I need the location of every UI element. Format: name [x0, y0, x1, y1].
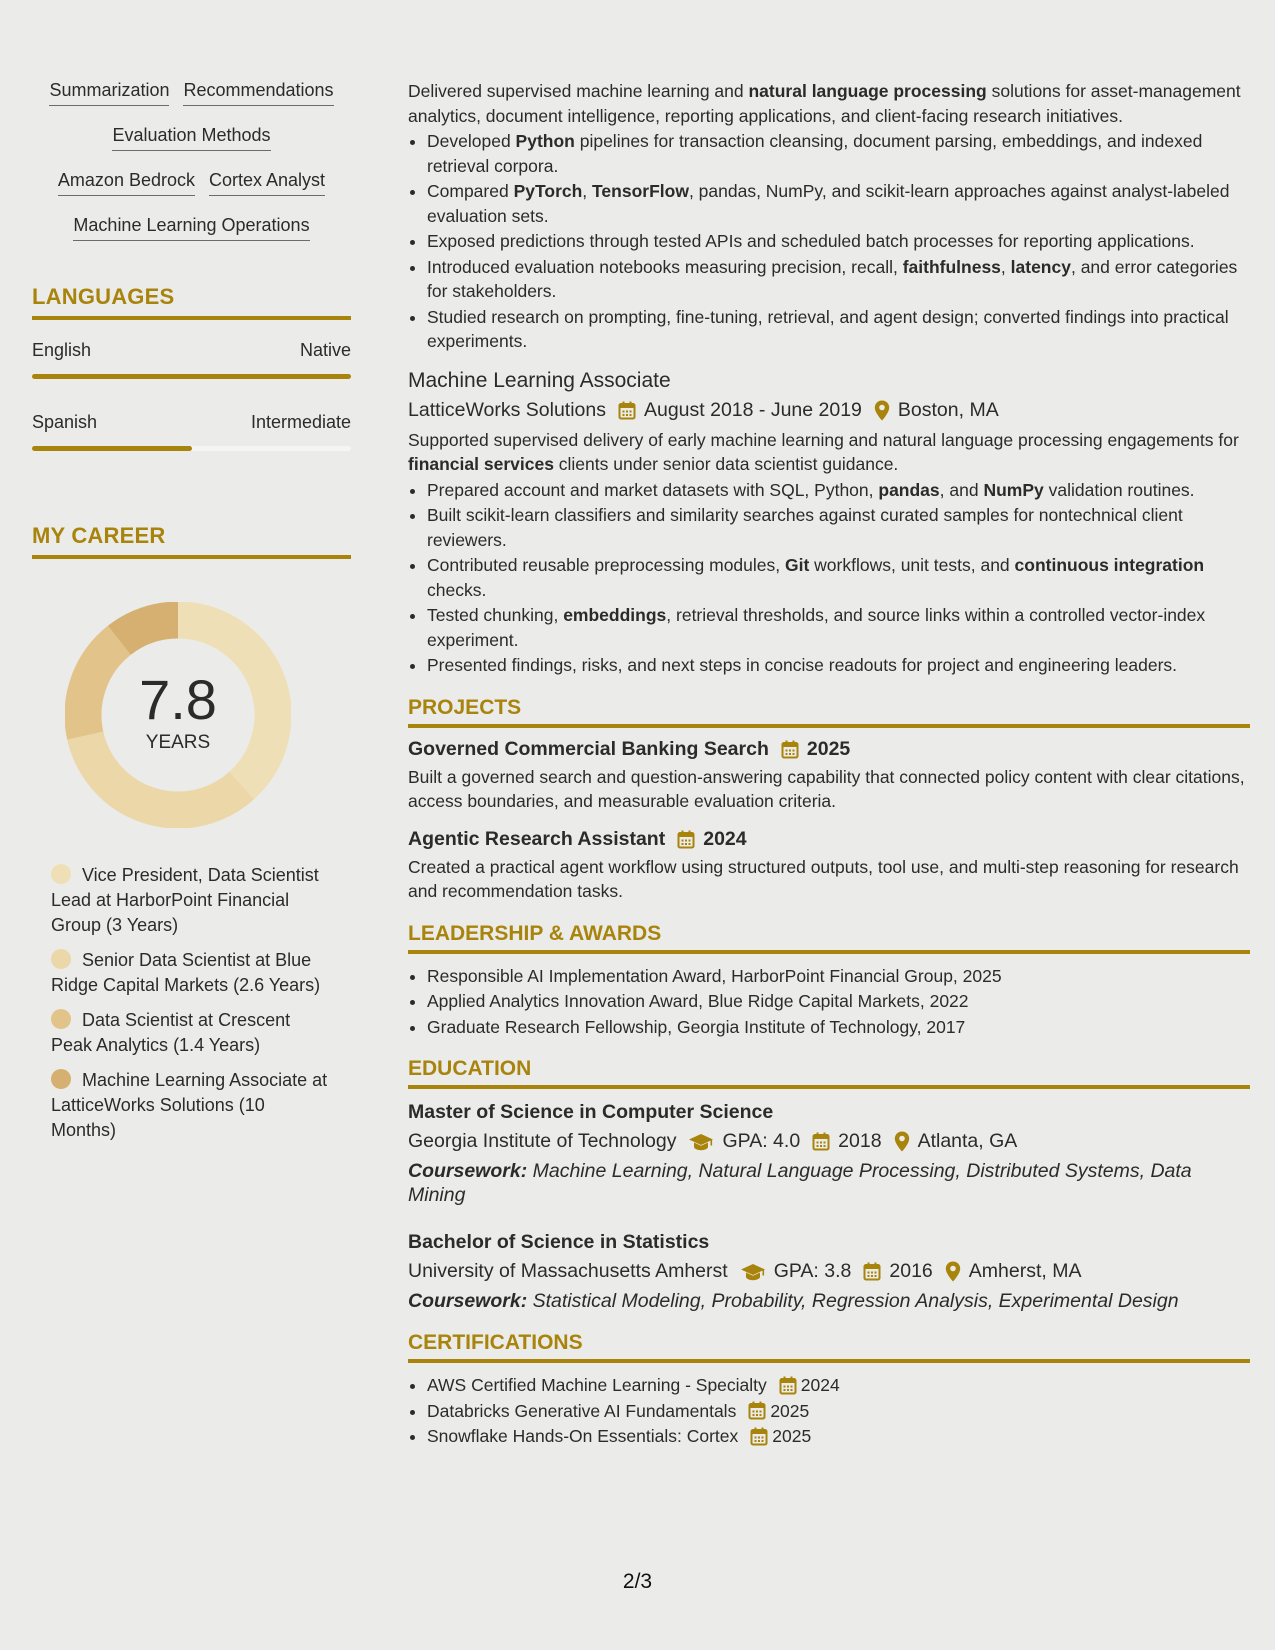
- text-run: Contributed reusable preprocessing modules,: [427, 555, 785, 575]
- calendar-icon: [781, 740, 799, 759]
- certification-year: 2025: [770, 1400, 810, 1421]
- bullet-item: [427, 478, 1250, 503]
- bold-text: continuous integration: [1014, 555, 1205, 575]
- text-run: , pandas, NumPy, and scikit-learn approaches against analyst-labeled evaluation sets.: [427, 181, 1230, 226]
- bullet-item: [427, 653, 1250, 678]
- skill-tag-row: [32, 215, 351, 246]
- career-total-years: 7.8: [139, 668, 217, 731]
- career-legend-label: Machine Learning Associate at LatticeWorks Solutions (10 Months): [51, 1070, 328, 1140]
- graduation-cap-icon: [688, 1133, 714, 1151]
- job-summary: [408, 428, 1250, 477]
- education-year: 2016: [889, 1260, 933, 1282]
- awards-list: [408, 964, 1250, 1040]
- certifications-heading: CERTIFICATIONS: [408, 1331, 1250, 1363]
- language-item: [32, 340, 351, 379]
- coursework-text: Statistical Modeling, Probability, Regression Analysis, Experimental Design: [532, 1290, 1179, 1312]
- career-total-unit: YEARS: [145, 732, 211, 753]
- language-level-bar: [32, 446, 351, 451]
- project-name: Governed Commercial Banking Search: [408, 737, 769, 760]
- career-donut-center: [65, 602, 291, 754]
- certification-row: [427, 1399, 1250, 1424]
- career-legend-item: [51, 1068, 331, 1143]
- text-run: ,: [582, 181, 593, 201]
- education-meta: [408, 1260, 1250, 1283]
- text-run: Exposed predictions through tested APIs and scheduled batch processes for reporting applications.: [427, 231, 1195, 251]
- job-bullets: [408, 478, 1250, 678]
- text-run: Studied research on prompting, fine-tuning, retrieval, and agent design; converted findings into practical experiments.: [427, 306, 1229, 351]
- coursework-text: Machine Learning, Natural Language Processing, Distributed Systems, Data Mining: [408, 1160, 1192, 1206]
- legend-color-dot: [51, 949, 71, 969]
- bold-text: embeddings: [563, 605, 667, 625]
- certification-name: • Databricks Generative AI Fundamentals: [427, 1400, 737, 1421]
- text-run: solutions for asset-management analytics, document intelligence, reporting applications, and client-facing research initiatives.: [408, 81, 1241, 126]
- bold-text: Python: [515, 131, 575, 151]
- skill-tags: [32, 80, 351, 246]
- skill-tag: Cortex Analyst: [209, 170, 325, 196]
- main-content: [408, 79, 1250, 1450]
- education-coursework: [408, 1289, 1250, 1313]
- text-run: validation routines.: [1043, 479, 1195, 500]
- bold-text: PyTorch: [513, 181, 583, 201]
- skill-tag: Amazon Bedrock: [58, 170, 195, 196]
- bullet-item: [427, 503, 1250, 552]
- graduation-cap-icon: [740, 1263, 766, 1281]
- text-run: Tested chunking,: [427, 605, 564, 625]
- map-pin-icon: [945, 1261, 961, 1282]
- language-level-fill: [32, 374, 351, 379]
- education-meta: [408, 1130, 1250, 1153]
- career-donut-chart: [65, 602, 291, 828]
- bold-text: TensorFlow: [592, 181, 689, 201]
- skill-tag-row: [32, 80, 351, 111]
- page-number: 2/3: [622, 1570, 653, 1593]
- project-title: [408, 738, 1250, 761]
- bullet-item: [427, 305, 1250, 354]
- text-run: Supported supervised delivery of early machine learning and natural language processing engagements for: [408, 429, 1239, 450]
- language-name: English: [32, 340, 92, 360]
- text-run: Built scikit-learn classifiers and similarity searches against curated samples for nontechnical client reviewers.: [427, 505, 1183, 550]
- education-school: Georgia Institute of Technology: [408, 1130, 677, 1152]
- career-legend-label: Senior Data Scientist at Blue Ridge Capital Markets (2.6 Years): [51, 950, 321, 995]
- education-gpa: GPA: 3.8: [773, 1260, 852, 1282]
- role-summary: [408, 79, 1250, 128]
- coursework-label: Coursework:: [408, 1290, 528, 1312]
- bullet-item: [427, 129, 1250, 178]
- project-year: 2025: [806, 737, 851, 760]
- education-location: Atlanta, GA: [917, 1130, 1018, 1152]
- education-school: University of Massachusetts Amherst: [408, 1260, 728, 1282]
- education-year: 2018: [838, 1130, 882, 1152]
- projects-heading: PROJECTS: [408, 696, 1250, 728]
- text-run: pipelines for transaction cleansing, document parsing, embeddings, and indexed retrieval corpora.: [427, 131, 1203, 176]
- education-degree: Bachelor of Science in Statistics: [408, 1231, 710, 1253]
- text-run: Presented findings, risks, and next steps in concise readouts for project and engineering leaders.: [427, 655, 1178, 675]
- education-coursework: [408, 1159, 1250, 1207]
- calendar-icon: [618, 401, 636, 420]
- bullet-item: [427, 229, 1250, 254]
- bold-text: latency: [1010, 256, 1071, 277]
- certification-item: [427, 1373, 1250, 1398]
- languages-list: [32, 340, 351, 451]
- text-run: clients under senior data scientist guidance.: [553, 454, 899, 474]
- text-run: Compared: [427, 181, 514, 201]
- certification-name: • AWS Certified Machine Learning - Specialty: [427, 1375, 767, 1395]
- language-row: [32, 340, 351, 361]
- text-run: , retrieval thresholds, and source links within a controlled vector-index experiment.: [427, 605, 1206, 650]
- career-legend-label: Data Scientist at Crescent Peak Analytics (1.4 Years): [51, 1010, 291, 1055]
- job-dates: August 2018 - June 2019: [643, 398, 862, 421]
- language-level: Intermediate: [250, 412, 351, 432]
- career-legend-item: [51, 948, 331, 998]
- skill-tag-row: [32, 125, 351, 156]
- certification-name: • Snowflake Hands-On Essentials: Cortex: [427, 1426, 739, 1446]
- award-item: • Applied Analytics Innovation Award, Blue Ridge Capital Markets, 2022: [427, 989, 1250, 1014]
- award-item: • Responsible AI Implementation Award, HarborPoint Financial Group, 2025: [427, 964, 1250, 989]
- bullet-item: [427, 553, 1250, 602]
- education-list: [408, 1101, 1250, 1313]
- bold-text: NumPy: [983, 479, 1044, 500]
- skill-tag-row: [32, 170, 351, 201]
- text-run: , and: [939, 479, 984, 500]
- map-pin-icon: [874, 400, 890, 421]
- sidebar: [32, 80, 351, 1153]
- career-legend-item: [51, 1008, 331, 1058]
- award-item: • Graduate Research Fellowship, Georgia Institute of Technology, 2017: [427, 1015, 1250, 1040]
- certification-year: 2024: [800, 1375, 840, 1395]
- certification-year: 2025: [772, 1426, 812, 1446]
- project-name: Agentic Research Assistant: [408, 827, 666, 850]
- legend-color-dot: [51, 864, 71, 884]
- certifications-list: [408, 1373, 1250, 1449]
- education-heading: EDUCATION: [408, 1057, 1250, 1089]
- calendar-icon: [863, 1262, 881, 1281]
- language-level-fill: [32, 446, 192, 451]
- text-run: Introduced evaluation notebooks measuring precision, recall,: [427, 256, 903, 277]
- education-degree: Master of Science in Computer Science: [408, 1101, 774, 1123]
- calendar-icon: [748, 1401, 766, 1420]
- text-run: Prepared account and market datasets with SQL, Python,: [427, 479, 879, 500]
- job-meta: [408, 399, 1250, 422]
- calendar-icon: [750, 1427, 768, 1446]
- bullet-item: [427, 603, 1250, 652]
- bold-text: Git: [784, 555, 810, 575]
- certification-row: [427, 1424, 1250, 1449]
- project-title: [408, 828, 1250, 851]
- projects-list: [408, 738, 1250, 904]
- text-run: Delivered supervised machine learning and: [408, 81, 749, 101]
- language-row: [32, 412, 351, 433]
- skill-tag: Machine Learning Operations: [73, 215, 309, 241]
- awards-heading: LEADERSHIP & AWARDS: [408, 922, 1250, 954]
- language-item: [32, 412, 351, 451]
- role-bullets: [408, 129, 1250, 354]
- calendar-icon: [779, 1376, 797, 1395]
- job-title: Machine Learning Associate: [408, 368, 671, 392]
- skill-tag: Evaluation Methods: [112, 125, 270, 151]
- skill-tag: Summarization: [49, 80, 169, 106]
- certification-item: [427, 1424, 1250, 1449]
- language-level-bar: [32, 374, 351, 379]
- project-description: Created a practical agent workflow using structured outputs, tool use, and multi-step reasoning for research and recommendation tasks.: [408, 856, 1239, 901]
- certification-item: [427, 1399, 1250, 1424]
- legend-color-dot: [51, 1009, 71, 1029]
- career-legend-item: [51, 863, 331, 938]
- job-company: LatticeWorks Solutions: [408, 398, 606, 421]
- coursework-label: Coursework:: [408, 1160, 528, 1182]
- map-pin-icon: [894, 1131, 910, 1152]
- text-run: , and error categories for stakeholders.: [427, 256, 1238, 301]
- bold-text: faithfulness: [902, 256, 1001, 277]
- bold-text: pandas: [878, 479, 940, 500]
- skill-tag: Recommendations: [183, 80, 333, 106]
- project-year: 2024: [703, 827, 747, 850]
- legend-color-dot: [51, 1069, 71, 1089]
- calendar-icon: [677, 830, 695, 849]
- career-heading: MY CAREER: [32, 523, 351, 559]
- text-run: workflows, unit tests, and: [809, 555, 1015, 575]
- bold-text: natural language processing: [748, 81, 987, 101]
- bold-text: financial services: [408, 454, 554, 474]
- bullet-item: [427, 179, 1250, 228]
- bullet-item: [427, 255, 1250, 304]
- text-run: Developed: [427, 131, 516, 151]
- languages-heading: LANGUAGES: [32, 284, 351, 320]
- job-location: Boston, MA: [897, 398, 999, 421]
- language-level: Native: [299, 340, 351, 360]
- career-legend-label: Vice President, Data Scientist Lead at HarborPoint Financial Group (3 Years): [51, 865, 319, 935]
- text-run: ,: [1000, 256, 1011, 277]
- calendar-icon: [812, 1132, 830, 1151]
- career-legend: [51, 863, 331, 1143]
- certification-row: [427, 1373, 1250, 1398]
- language-name: Spanish: [32, 412, 98, 432]
- education-gpa: GPA: 4.0: [722, 1130, 801, 1152]
- project-description: Built a governed search and question-answering capability that connected policy content with clear citations, access boundaries, and measurable evaluation criteria.: [408, 766, 1245, 811]
- text-run: checks.: [427, 579, 487, 600]
- education-location: Amherst, MA: [968, 1260, 1082, 1282]
